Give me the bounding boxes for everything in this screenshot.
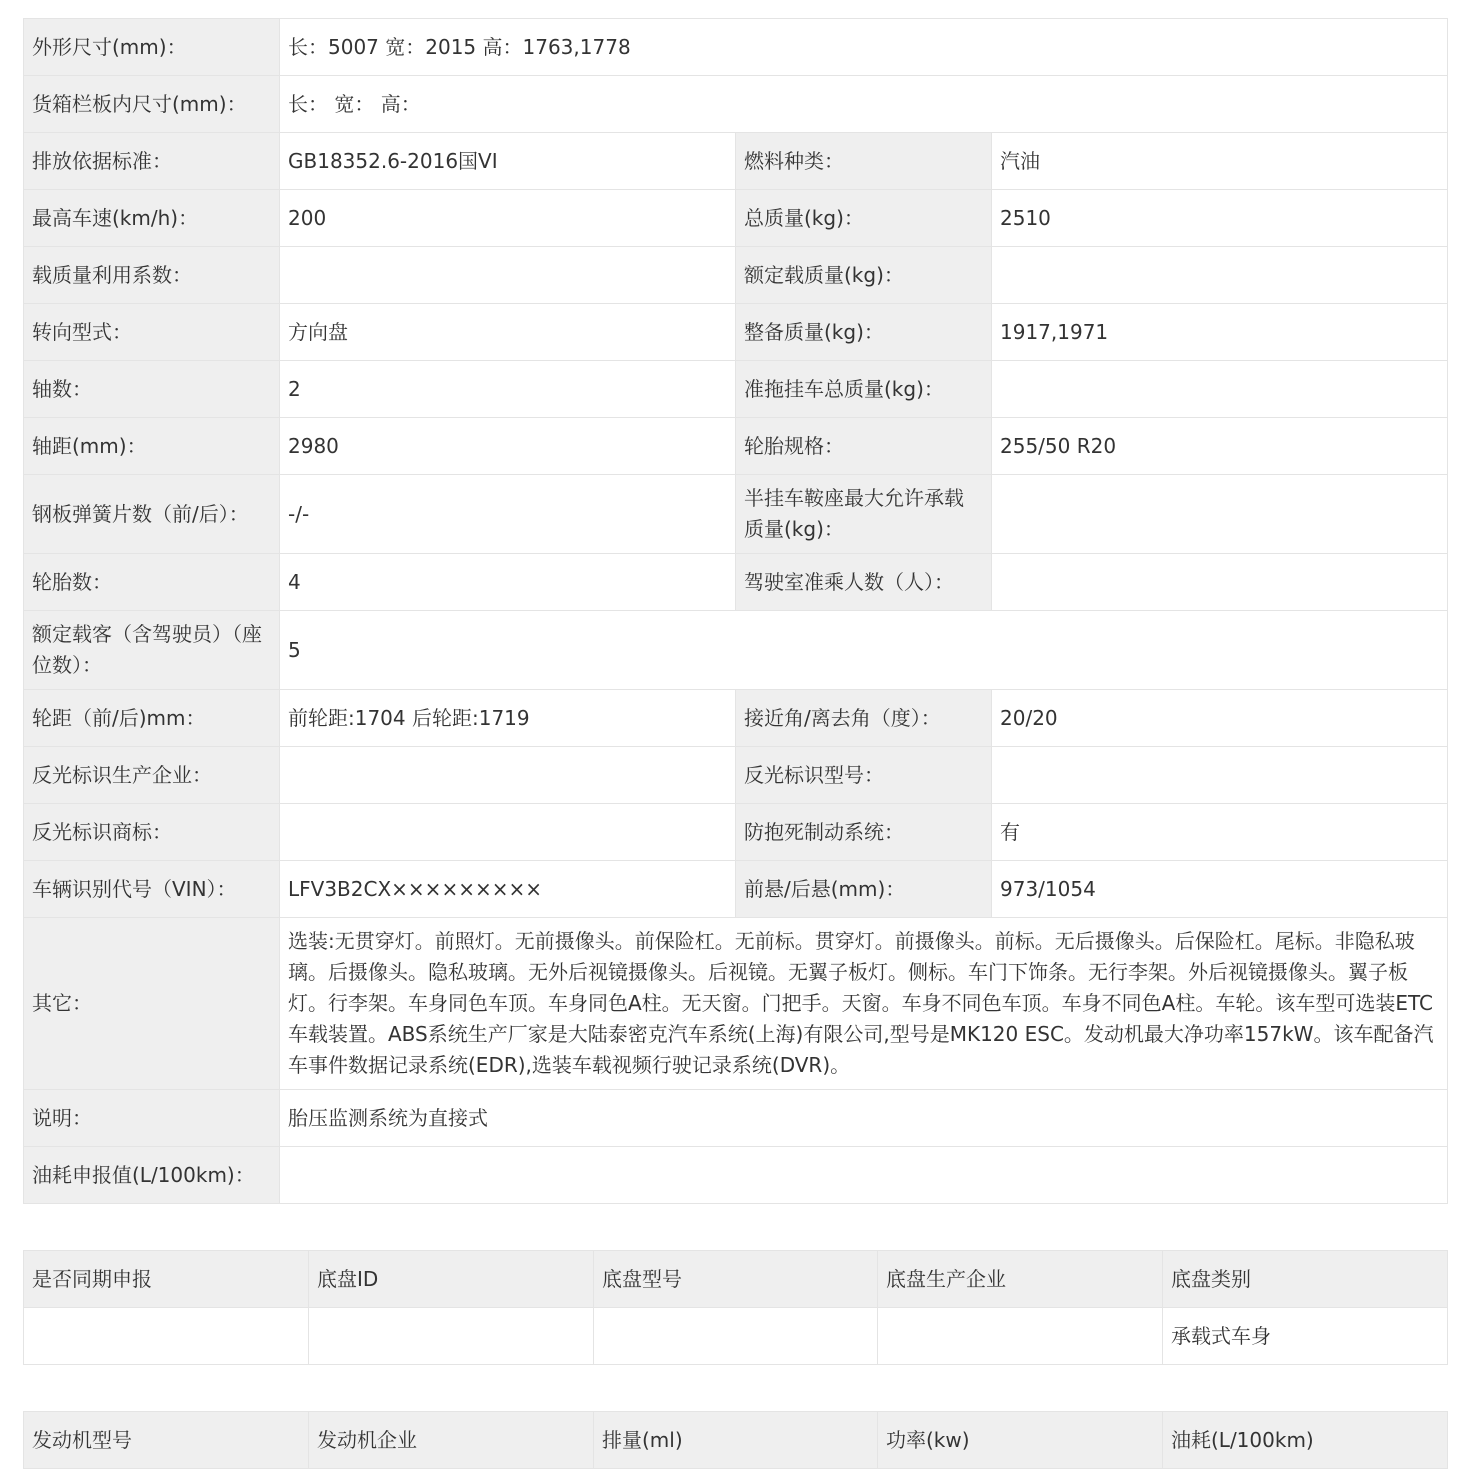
engine-table (23, 1411, 1448, 1469)
chassis-cell (24, 1308, 309, 1365)
total-mass-label: 总质量(kg)： (736, 190, 992, 247)
chassis-header-row (24, 1251, 1448, 1308)
chassis-header-cell: 底盘类别 (1163, 1251, 1448, 1308)
engine-header-cell: 油耗(L/100km) (1163, 1412, 1448, 1469)
engine-header-cell: 排量(ml) (594, 1412, 878, 1469)
spec-row-note (24, 1090, 1448, 1147)
overhang-value: 973/1054 (992, 861, 1448, 918)
abs-label: 防抱死制动系统： (736, 804, 992, 861)
saddle-value (992, 475, 1448, 554)
fuel-use-value (280, 1147, 1448, 1204)
chassis-header-cell: 底盘生产企业 (878, 1251, 1163, 1308)
speed-label: 最高车速(km/h)： (24, 190, 280, 247)
other-value: 选装:无贯穿灯。前照灯。无前摄像头。前保险杠。无前标。贯穿灯。前摄像头。前标。无后摄像头。后保险杠。尾标。非隐私玻璃。后摄像头。隐私玻璃。无外后视镜摄像头。后视镜。无翼子板灯。侧标。车门下饰条。无行李架。外后视镜摄像头。翼子板灯。行李架。车身同色车顶。车身同色A柱。无天窗。门把手。天窗。车身不同色车顶。车身不同色A柱。车轮。该车型可选装ETC车载装置。ABS系统生产厂家是大陆泰密克汽车系统(上海)有限公司,型号是MK120 ESC。发动机最大净功率157kW。该车配备汽车事件数据记录系统(EDR),选装车载视频行驶记录系统(DVR)。 (280, 918, 1448, 1090)
axles-label: 轴数： (24, 361, 280, 418)
track-value: 前轮距:1704 后轮距:1719 (280, 690, 736, 747)
emission-value: GB18352.6-2016国VI (280, 133, 736, 190)
spring-label: 钢板弹簧片数（前/后）： (24, 475, 280, 554)
trailer-mass-label: 准拖挂车总质量(kg)： (736, 361, 992, 418)
speed-value: 200 (280, 190, 736, 247)
spec-row-wheelbase (24, 418, 1448, 475)
spec-row-dimensions (24, 19, 1448, 76)
spec-table (23, 18, 1448, 1204)
saddle-label: 半挂车鞍座最大允许承载质量(kg)： (736, 475, 992, 554)
spec-row-speed (24, 190, 1448, 247)
engine-header-cell: 功率(kw) (878, 1412, 1163, 1469)
steering-value: 方向盘 (280, 304, 736, 361)
other-label: 其它： (24, 918, 280, 1090)
page-content (23, 18, 1447, 1469)
spec-row-other (24, 918, 1448, 1090)
steering-label: 转向型式： (24, 304, 280, 361)
trailer-mass-value (992, 361, 1448, 418)
emission-label: 排放依据标准： (24, 133, 280, 190)
load-coef-value (280, 247, 736, 304)
rated-load-value (992, 247, 1448, 304)
chassis-header-cell: 底盘ID (309, 1251, 594, 1308)
spec-row-brand (24, 804, 1448, 861)
passengers-value: 5 (280, 611, 1448, 690)
rated-load-label: 额定载质量(kg)： (736, 247, 992, 304)
spec-row-tires (24, 554, 1448, 611)
chassis-data-row (24, 1308, 1448, 1365)
engine-header-cell: 发动机企业 (309, 1412, 594, 1469)
curb-mass-label: 整备质量(kg)： (736, 304, 992, 361)
curb-mass-value: 1917,1971 (992, 304, 1448, 361)
spec-row-vin (24, 861, 1448, 918)
note-label: 说明： (24, 1090, 280, 1147)
spec-row-passengers (24, 611, 1448, 690)
cab-seats-value (992, 554, 1448, 611)
angle-label: 接近角/离去角（度）： (736, 690, 992, 747)
chassis-header-cell: 是否同期申报 (24, 1251, 309, 1308)
vin-value: LFV3B2CX××××××××× (280, 861, 736, 918)
cab-seats-label: 驾驶室准乘人数（人）： (736, 554, 992, 611)
chassis-table (23, 1250, 1448, 1365)
chassis-cell (309, 1308, 594, 1365)
spec-row-spring (24, 475, 1448, 554)
wheelbase-value: 2980 (280, 418, 736, 475)
reflect-brand-label: 反光标识商标： (24, 804, 280, 861)
vin-label: 车辆识别代号（VIN）： (24, 861, 280, 918)
tire-count-label: 轮胎数： (24, 554, 280, 611)
reflect-brand-value (280, 804, 736, 861)
spring-value: -/- (280, 475, 736, 554)
angle-value: 20/20 (992, 690, 1448, 747)
abs-value: 有 (992, 804, 1448, 861)
chassis-cell (594, 1308, 878, 1365)
spec-row-load (24, 247, 1448, 304)
chassis-header-cell: 底盘型号 (594, 1251, 878, 1308)
overhang-label: 前悬/后悬(mm)： (736, 861, 992, 918)
wheelbase-label: 轴距(mm)： (24, 418, 280, 475)
chassis-cell: 承载式车身 (1163, 1308, 1448, 1365)
engine-header-row (24, 1412, 1448, 1469)
dimensions-label: 外形尺寸(mm)： (24, 19, 280, 76)
total-mass-value: 2510 (992, 190, 1448, 247)
engine-header-cell: 发动机型号 (24, 1412, 309, 1469)
passengers-label: 额定载客（含驾驶员）（座位数）： (24, 611, 280, 690)
spec-row-cargo (24, 76, 1448, 133)
reflect-model-label: 反光标识型号： (736, 747, 992, 804)
spec-row-axles (24, 361, 1448, 418)
reflect-maker-label: 反光标识生产企业： (24, 747, 280, 804)
axles-value: 2 (280, 361, 736, 418)
tire-spec-value: 255/50 R20 (992, 418, 1448, 475)
fuel-label: 燃料种类： (736, 133, 992, 190)
spec-row-fuel-use (24, 1147, 1448, 1204)
load-coef-label: 载质量利用系数： (24, 247, 280, 304)
dimensions-value: 长：5007 宽：2015 高：1763,1778 (280, 19, 1448, 76)
spec-row-steering (24, 304, 1448, 361)
reflect-maker-value (280, 747, 736, 804)
spec-row-track (24, 690, 1448, 747)
note-value: 胎压监测系统为直接式 (280, 1090, 1448, 1147)
cargo-value: 长： 宽： 高： (280, 76, 1448, 133)
chassis-cell (878, 1308, 1163, 1365)
fuel-value: 汽油 (992, 133, 1448, 190)
reflect-model-value (992, 747, 1448, 804)
track-label: 轮距（前/后)mm： (24, 690, 280, 747)
fuel-use-label: 油耗申报值(L/100km)： (24, 1147, 280, 1204)
spec-row-reflect (24, 747, 1448, 804)
cargo-label: 货箱栏板内尺寸(mm)： (24, 76, 280, 133)
tire-count-value: 4 (280, 554, 736, 611)
tire-spec-label: 轮胎规格： (736, 418, 992, 475)
spec-row-emission (24, 133, 1448, 190)
